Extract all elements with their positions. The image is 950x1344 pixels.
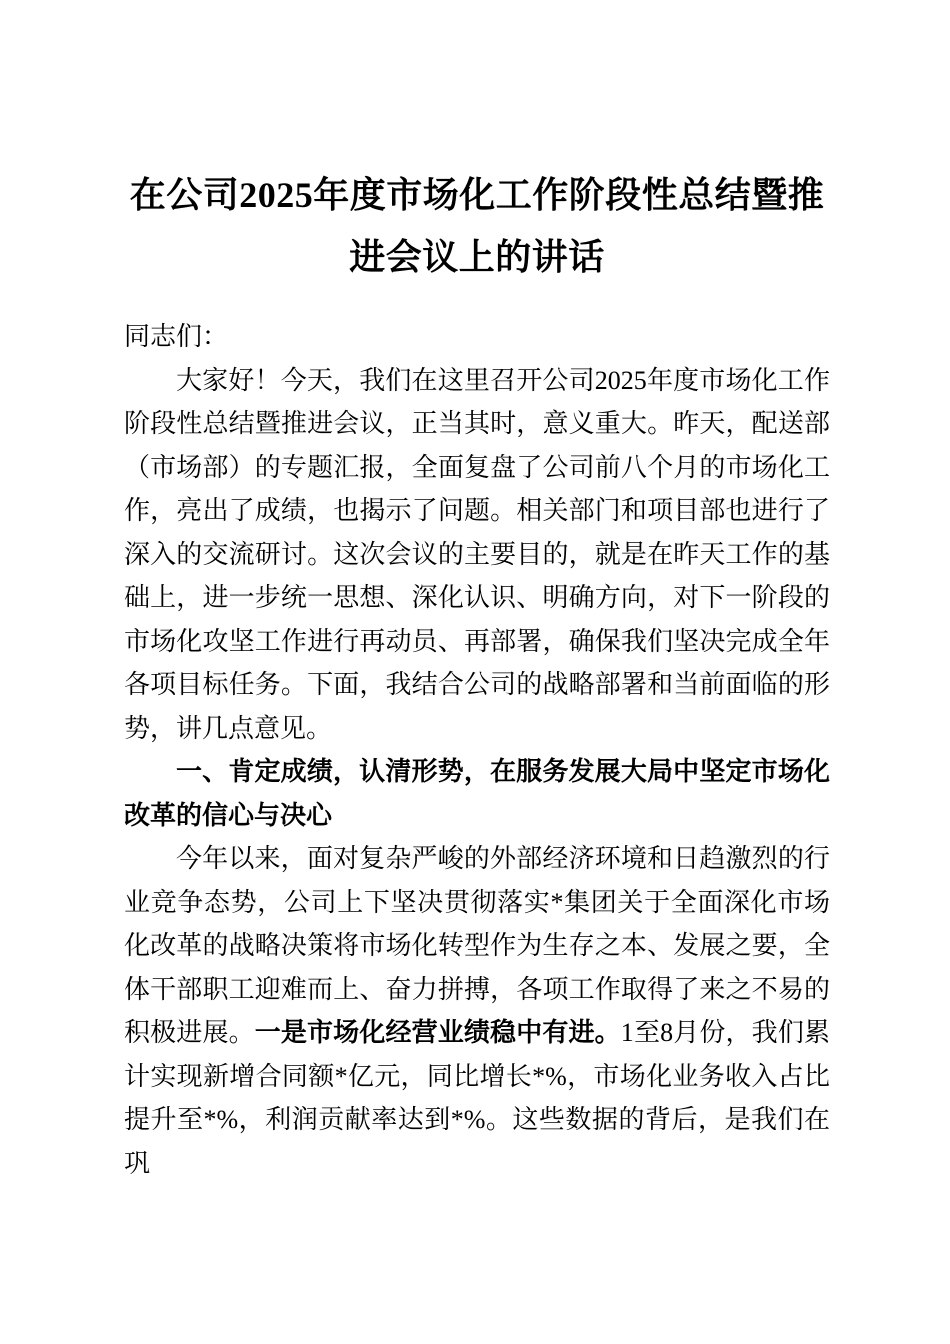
section-1-heading: 一、肯定成绩，认清形势，在服务发展大局中坚定市场化改革的信心与决心	[124, 757, 830, 830]
section-1-bold-point-1: 一是市场化经营业绩稳中有进。	[254, 1018, 621, 1047]
section-1-text-part-2: 1至8月份，我们累计实现新增合同额*亿元，同比增长*%，市场化业务收入占比提升至*%，利润贡献率达到*%。这些数据的背后，是我们在巩	[124, 1018, 830, 1178]
section-1-text-part-1: 今年以来，面对复杂严峻的外部经济环境和日趋激烈的行业竞争态势，公司上下坚决贯彻落实*集团关于全面深化市场化改革的战略决策将市场化转型作为生存之本、发展之要，全体干部职工迎难而上、奋力拼搏，各项工作取得了来之不易的积极进展。	[124, 844, 830, 1047]
intro-paragraph: 大家好！今天，我们在这里召开公司2025年度市场化工作阶段性总结暨推进会议，正当其时，意义重大。昨天，配送部（市场部）的专题汇报，全面复盘了公司前八个月的市场化工作，亮出了成绩，也揭示了问题。相关部门和项目部也进行了深入的交流研讨。这次会议的主要目的，就是在昨天工作的基础上，进一步统一思想、深化认识、明确方向，对下一阶段的市场化攻坚工作进行再动员、再部署，确保我们坚决完成全年各项目标任务。下面，我结合公司的战略部署和当前面临的形势，讲几点意见。	[124, 365, 830, 743]
document-title: 在公司2025年度市场化工作阶段性总结暨推进会议上的讲话	[129, 175, 825, 277]
salutation: 同志们：	[124, 322, 229, 351]
section-1-paragraph	[124, 837, 830, 1185]
